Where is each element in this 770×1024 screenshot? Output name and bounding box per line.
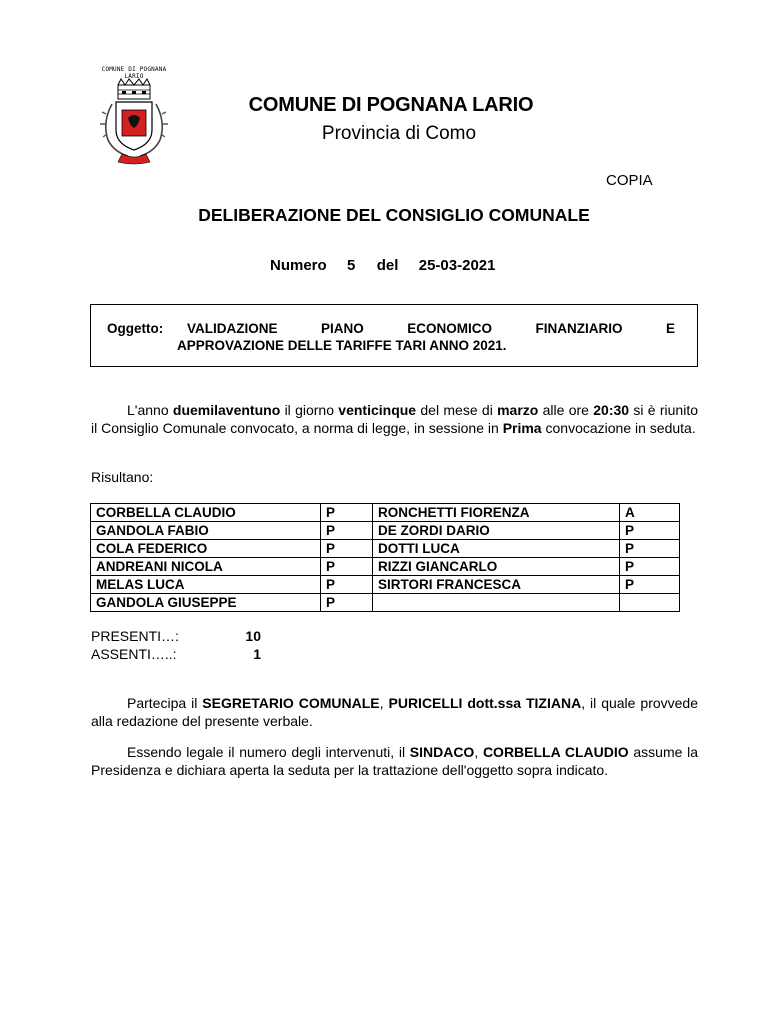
member-status	[620, 594, 680, 612]
text: ,	[474, 744, 483, 760]
text: convocazione in seduta.	[541, 419, 696, 436]
member-status: P	[620, 522, 680, 540]
mayor-role: SINDACO	[409, 744, 475, 760]
table-row	[91, 522, 680, 540]
subject-label: Oggetto:	[107, 321, 164, 336]
deliberation-number-line	[270, 257, 495, 274]
member-status: P	[321, 576, 373, 594]
month: marzo	[497, 402, 539, 418]
member-name: MELAS LUCA	[91, 576, 321, 594]
session-paragraph	[91, 402, 698, 437]
subject-word: FINANZIARIO	[535, 321, 623, 336]
member-name: GANDOLA FABIO	[91, 522, 321, 540]
member-name: GANDOLA GIUSEPPE	[91, 594, 321, 612]
attendance-table	[90, 503, 680, 612]
subject-word: ECONOMICO	[407, 321, 492, 336]
present-count-value: 10	[245, 628, 261, 644]
member-name: RONCHETTI FIORENZA	[373, 504, 620, 522]
text: il giorno	[280, 402, 339, 418]
day-words: venticinque	[338, 402, 417, 418]
numero-label: Numero	[270, 257, 327, 274]
secretary-role: SEGRETARIO COMUNALE	[202, 695, 380, 711]
session-type: Prima	[502, 419, 542, 436]
text: Partecipa il	[127, 695, 203, 711]
document-type-title: DELIBERAZIONE DEL CONSIGLIO COMUNALE	[198, 205, 590, 225]
member-status: P	[321, 558, 373, 576]
subject-word: VALIDAZIONE	[187, 321, 278, 336]
coat-of-arms	[92, 66, 176, 176]
numero-value: 5	[347, 257, 356, 274]
subject-word: E	[665, 321, 675, 336]
member-name: DOTTI LUCA	[373, 540, 620, 558]
text: assume la Presidenza e dichiara aperta la seduta per la trattazione dell'oggetto sopra indicato.	[91, 744, 699, 778]
text: del mese di	[416, 402, 498, 418]
member-name: RIZZI GIANCARLO	[373, 558, 620, 576]
secretary-name: PURICELLI dott.ssa TIZIANA	[388, 695, 582, 711]
member-name: CORBELLA CLAUDIO	[91, 504, 321, 522]
text: Essendo legale il numero degli intervenuti, il	[127, 744, 410, 760]
member-name	[373, 594, 620, 612]
table-row	[91, 594, 680, 612]
member-name: ANDREANI NICOLA	[91, 558, 321, 576]
member-status: P	[321, 540, 373, 558]
absent-count-value: 1	[253, 646, 261, 662]
table-row	[91, 576, 680, 594]
member-name: COLA FEDERICO	[91, 540, 321, 558]
municipality-title: COMUNE DI POGNANA LARIO	[248, 94, 534, 116]
coat-of-arms-emblem	[92, 66, 176, 176]
province-subtitle: Provincia di Como	[321, 123, 477, 144]
absent-count-label: ASSENTI…..:	[91, 646, 177, 662]
member-status: P	[620, 540, 680, 558]
secretary-paragraph	[91, 695, 698, 730]
text: L'anno	[127, 402, 173, 418]
text: , il quale provvede alla redazione del presente verbale.	[91, 695, 698, 729]
deliberation-date: 25-03-2021	[418, 257, 496, 274]
subject-line-2: APPROVAZIONE DELLE TARIFFE TARI ANNO 2021.	[177, 338, 507, 353]
subject-box	[90, 304, 698, 367]
text: ,	[379, 695, 389, 711]
del-label: del	[376, 257, 399, 274]
present-count-label: PRESENTI…:	[91, 628, 179, 644]
year-words: duemilaventuno	[172, 402, 281, 418]
subject-word: PIANO	[320, 321, 364, 336]
subject-line-1	[187, 321, 675, 336]
table-row	[91, 540, 680, 558]
risultano-label: Risultano:	[91, 469, 154, 485]
session-time: 20:30	[593, 402, 630, 418]
member-status: A	[620, 504, 680, 522]
mayor-name: CORBELLA CLAUDIO	[482, 744, 629, 760]
text: alle ore	[538, 402, 594, 418]
member-name: SIRTORI FRANCESCA	[373, 576, 620, 594]
member-status: P	[620, 576, 680, 594]
presidency-paragraph	[91, 744, 698, 779]
member-status: P	[620, 558, 680, 576]
text: si è riunito il Consiglio Comunale convocato, a norma di legge, in sessione in	[91, 402, 698, 436]
member-status: P	[321, 522, 373, 540]
member-name: DE ZORDI DARIO	[373, 522, 620, 540]
member-status: P	[321, 594, 373, 612]
table-row	[91, 504, 680, 522]
table-row	[91, 558, 680, 576]
coat-caption: COMUNE DI POGNANA LARIO	[101, 66, 167, 80]
member-status: P	[321, 504, 373, 522]
copy-label: COPIA	[606, 172, 653, 189]
